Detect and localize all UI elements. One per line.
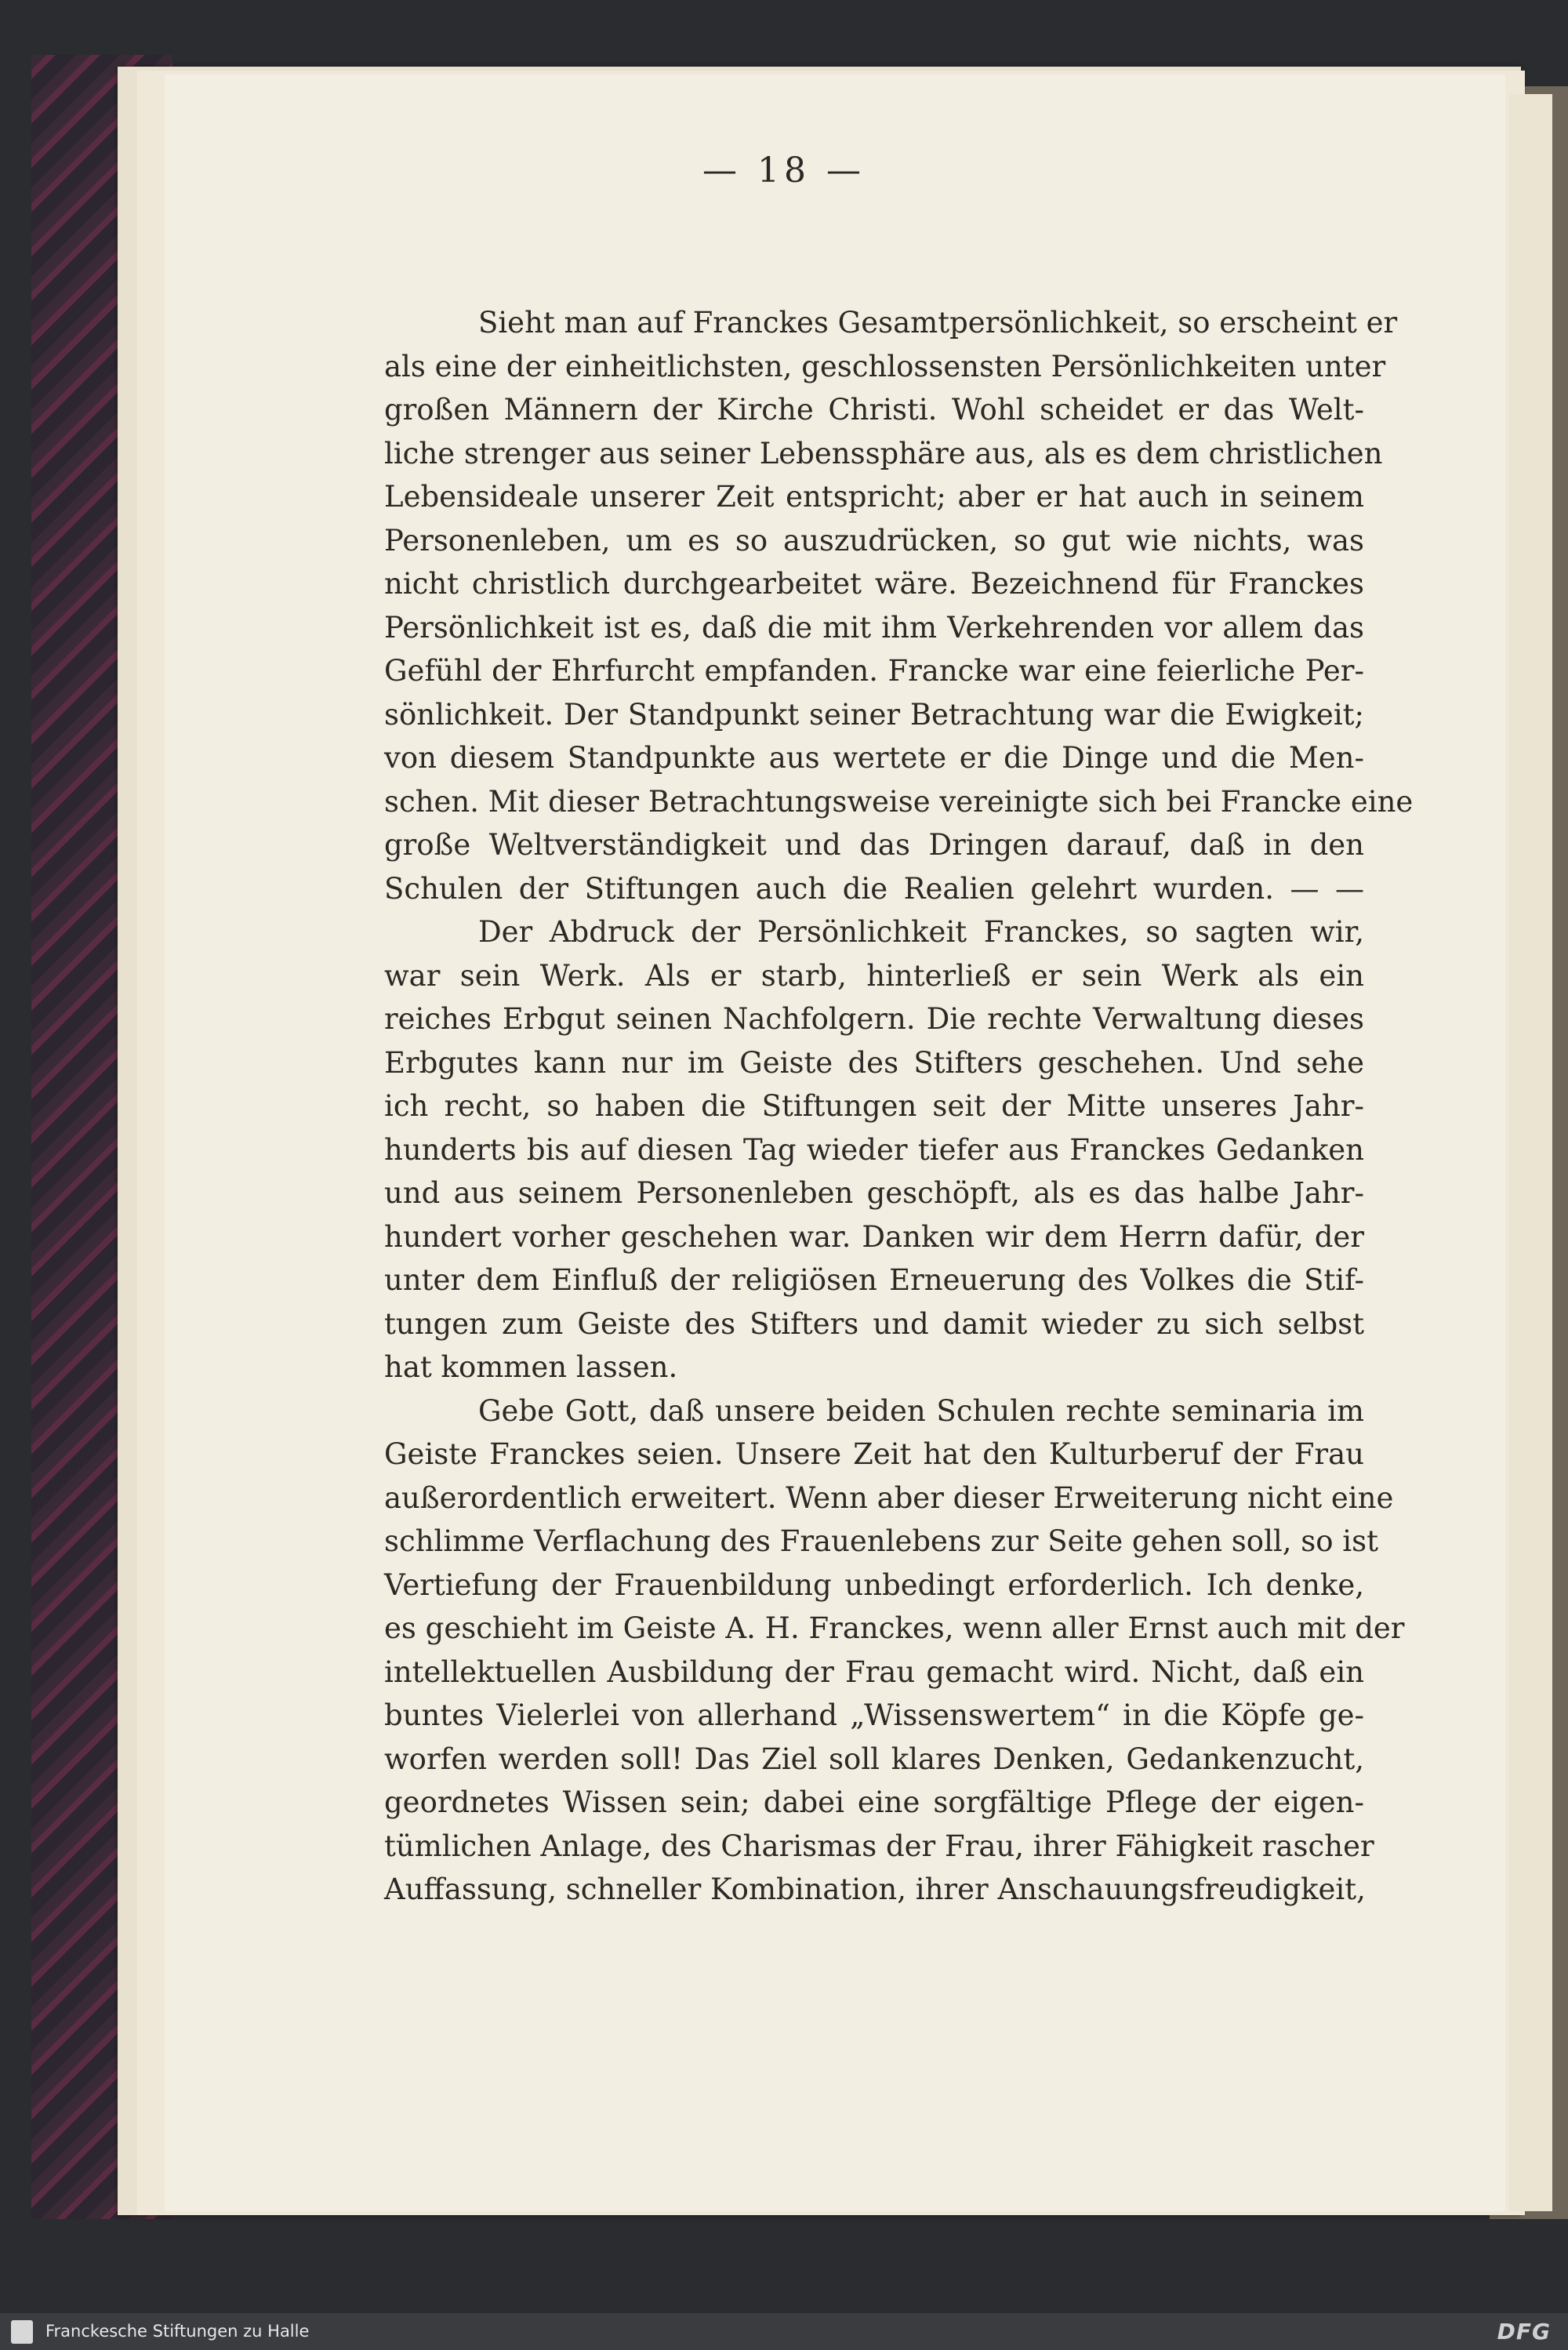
- text-line: großen Männern der Kirche Christi. Wohl scheidet er das Welt-: [384, 393, 1364, 427]
- text-line: nicht christlich durchgearbeitet wäre. Bezeichnend für Franckes: [384, 567, 1364, 601]
- text-line: Geiste Franckes seien. Unsere Zeit hat den Kulturberuf der Frau: [384, 1437, 1364, 1471]
- text-line: Vertiefung der Frauenbildung unbedingt erforderlich. Ich denke,: [384, 1567, 1364, 1602]
- text-line: unter dem Einfluß der religiösen Erneuerung des Volkes die Stif-: [384, 1263, 1364, 1297]
- text-line: Personenleben, um es so auszudrücken, so gut wie nichts, was: [384, 523, 1364, 558]
- text-line: Der Abdruck der Persönlichkeit Franckes, so sagten wir,: [478, 915, 1364, 949]
- text-line: war sein Werk. Als er starb, hinterließ er sein Werk als ein: [384, 958, 1364, 993]
- institution-name: Franckesche Stiftungen zu Halle: [45, 2322, 310, 2341]
- text-line: außerordentlich erweitert. Wenn aber dieser Erweiterung nicht eine: [384, 1480, 1394, 1515]
- text-line: hundert vorher geschehen war. Danken wir dem Herrn dafür, der: [384, 1219, 1364, 1254]
- text-line: Gebe Gott, daß unsere beiden Schulen rechte seminaria im: [478, 1393, 1364, 1428]
- text-line: hunderts bis auf diesen Tag wieder tiefer aus Franckes Gedanken: [384, 1132, 1364, 1167]
- text-line: ich recht, so haben die Stiftungen seit der Mitte unseres Jahr-: [384, 1089, 1364, 1123]
- dfg-logo: DFG: [1497, 2319, 1551, 2345]
- text-line: von diesem Standpunkte aus wertete er die Dinge und die Men-: [384, 741, 1364, 775]
- body-text: [384, 301, 1414, 1912]
- text-line: es geschieht im Geiste A. H. Franckes, wenn aller Ernst auch mit der: [384, 1611, 1405, 1645]
- viewer-footer: [0, 2313, 1568, 2350]
- text-line: große Weltverständigkeit und das Dringen darauf, daß in den: [384, 828, 1364, 862]
- text-line: buntes Vielerlei von allerhand „Wissenswertem“ in die Köpfe ge-: [384, 1698, 1364, 1732]
- text-line: Schulen der Stiftungen auch die Realien gelehrt wurden. — —: [384, 871, 1364, 906]
- text-line: tümlichen Anlage, des Charismas der Frau, ihrer Fähigkeit rascher: [384, 1829, 1374, 1863]
- text-line: sönlichkeit. Der Standpunkt seiner Betrachtung war die Ewigkeit;: [384, 697, 1364, 732]
- facing-page-edge: [1509, 94, 1552, 2211]
- text-line: reiches Erbgut seinen Nachfolgern. Die rechte Verwaltung dieses: [384, 1002, 1364, 1036]
- text-line: Lebensideale unserer Zeit entspricht; aber er hat auch in seinem: [384, 480, 1364, 514]
- text-line: und aus seinem Personenleben geschöpft, als es das halbe Jahr-: [384, 1176, 1364, 1210]
- text-line: schen. Mit dieser Betrachtungsweise vereinigte sich bei Francke eine: [384, 784, 1414, 819]
- text-line: liche strenger aus seiner Lebenssphäre aus, als es dem christlichen: [384, 436, 1383, 470]
- text-line: hat kommen lassen.: [384, 1350, 678, 1384]
- text-line: worfen werden soll! Das Ziel soll klares Denken, Gedankenzucht,: [384, 1742, 1364, 1776]
- text-line: Persönlichkeit ist es, daß die mit ihm Verkehrenden vor allem das: [384, 610, 1364, 645]
- page-number: — 18 —: [702, 151, 866, 191]
- text-line: schlimme Verflachung des Frauenlebens zur Seite gehen soll, so ist: [384, 1524, 1378, 1558]
- text-line: als eine der einheitlichsten, geschlossensten Persönlichkeiten unter: [384, 349, 1386, 383]
- text-line: Sieht man auf Franckes Gesamtpersönlichkeit, so erscheint er: [478, 306, 1398, 340]
- text-line: geordnetes Wissen sein; dabei eine sorgfältige Pflege der eigen-: [384, 1785, 1364, 1819]
- text-line: Auffassung, schneller Kombination, ihrer Anschauungsfreudigkeit,: [384, 1872, 1366, 1906]
- text-line: intellektuellen Ausbildung der Frau gemacht wird. Nicht, daß ein: [384, 1654, 1364, 1689]
- text-line: Gefühl der Ehrfurcht empfanden. Francke war eine feierliche Per-: [384, 654, 1364, 688]
- text-line: Erbgutes kann nur im Geiste des Stifters geschehen. Und sehe: [384, 1045, 1364, 1080]
- institution-logo-icon: [11, 2320, 33, 2344]
- text-line: tungen zum Geiste des Stifters und damit wieder zu sich selbst: [384, 1306, 1364, 1341]
